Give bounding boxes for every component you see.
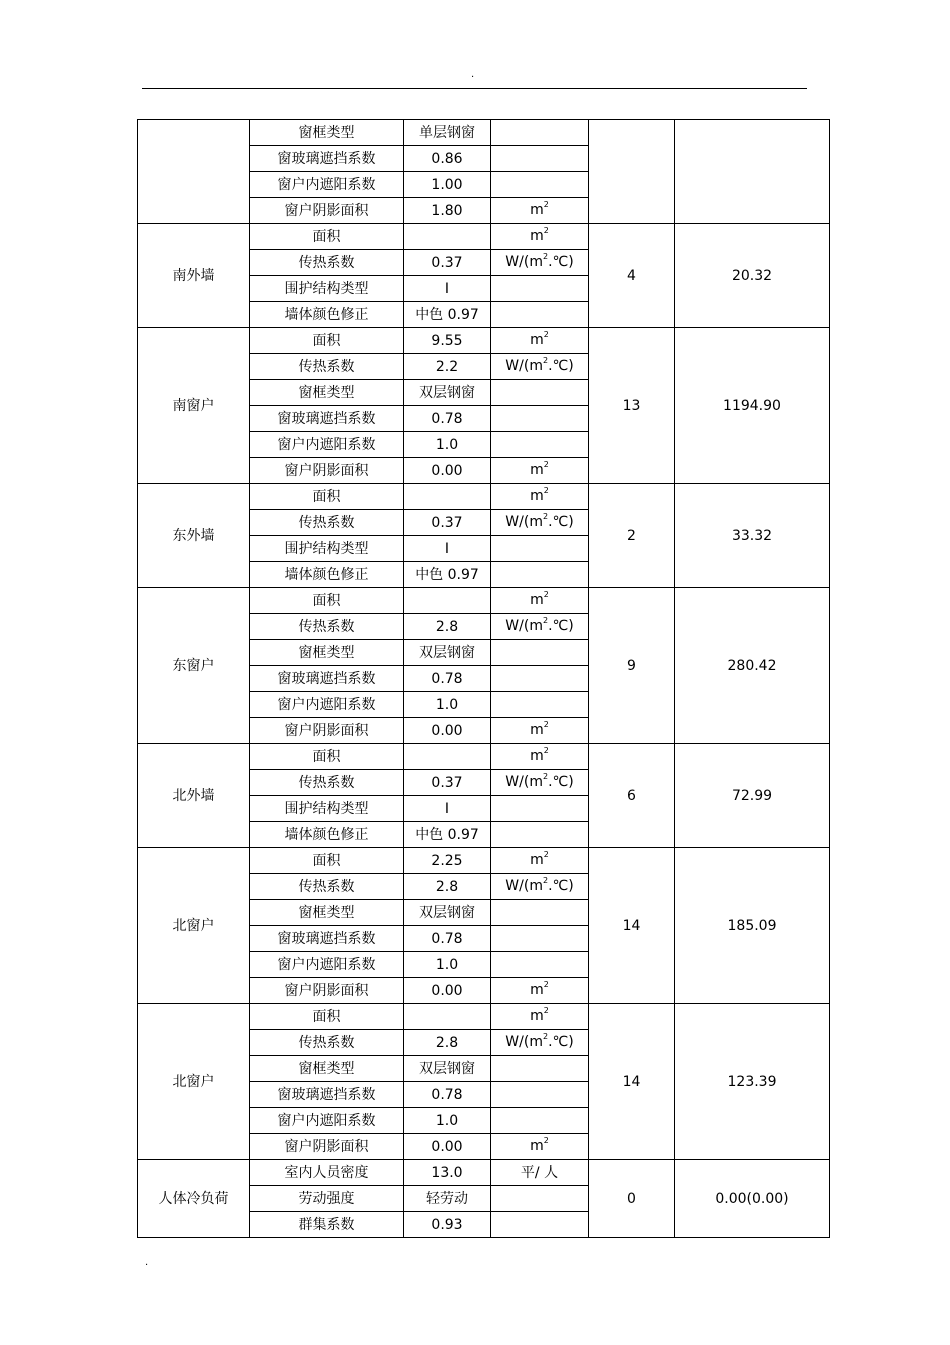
section-name: 北外墙 <box>138 744 250 848</box>
param-value <box>404 484 491 510</box>
section-load: 33.32 <box>675 484 830 588</box>
param-label: 传热系数 <box>250 1030 404 1056</box>
param-value: 单层钢窗 <box>404 120 491 146</box>
param-unit: $m^2$ <box>491 198 589 224</box>
param-unit <box>491 406 589 432</box>
param-label: 室内人员密度 <box>250 1160 404 1186</box>
param-value <box>404 588 491 614</box>
param-value: 13.0 <box>404 1160 491 1186</box>
param-unit: $W/(m^2.℃)$ <box>491 614 589 640</box>
param-label: 窗户阴影面积 <box>250 978 404 1004</box>
param-label: 窗框类型 <box>250 120 404 146</box>
section-load: 1194.90 <box>675 328 830 484</box>
param-label: 窗户内遮阳系数 <box>250 432 404 458</box>
header-rule <box>142 88 807 89</box>
param-value <box>404 224 491 250</box>
param-label: 围护结构类型 <box>250 536 404 562</box>
param-label: 窗框类型 <box>250 1056 404 1082</box>
param-unit <box>491 666 589 692</box>
param-label: 窗玻璃遮挡系数 <box>250 146 404 172</box>
param-label: 窗户内遮阳系数 <box>250 172 404 198</box>
section-count: 13 <box>589 328 675 484</box>
param-value: 0.00 <box>404 978 491 1004</box>
section-name: 东外墙 <box>138 484 250 588</box>
param-value: 0.37 <box>404 250 491 276</box>
section-name: 南窗户 <box>138 328 250 484</box>
param-label: 墙体颜色修正 <box>250 822 404 848</box>
param-value: 0.78 <box>404 406 491 432</box>
section-count: 2 <box>589 484 675 588</box>
param-label: 面积 <box>250 484 404 510</box>
param-unit: $m^2$ <box>491 1134 589 1160</box>
header-mark: . <box>471 69 475 80</box>
table-row <box>138 328 830 354</box>
param-value: 0.37 <box>404 510 491 536</box>
param-unit <box>491 562 589 588</box>
param-label: 窗框类型 <box>250 900 404 926</box>
param-value: 0.37 <box>404 770 491 796</box>
param-value: 9.55 <box>404 328 491 354</box>
param-unit: 平/ 人 <box>491 1160 589 1186</box>
param-unit <box>491 822 589 848</box>
table-row <box>138 744 830 770</box>
param-value: 2.8 <box>404 1030 491 1056</box>
param-unit <box>491 926 589 952</box>
param-label: 窗户阴影面积 <box>250 198 404 224</box>
param-label: 窗玻璃遮挡系数 <box>250 1082 404 1108</box>
param-unit: $m^2$ <box>491 718 589 744</box>
param-value: 0.86 <box>404 146 491 172</box>
param-label: 传热系数 <box>250 250 404 276</box>
param-unit <box>491 120 589 146</box>
section-name: 东窗户 <box>138 588 250 744</box>
param-value: 0.00 <box>404 718 491 744</box>
param-unit: $m^2$ <box>491 1004 589 1030</box>
param-value: 1.0 <box>404 952 491 978</box>
param-value: I <box>404 276 491 302</box>
param-unit: $m^2$ <box>491 588 589 614</box>
param-label: 窗户阴影面积 <box>250 1134 404 1160</box>
table-row <box>138 848 830 874</box>
param-value: I <box>404 796 491 822</box>
param-value: 中色 0.97 <box>404 302 491 328</box>
cooling-load-table <box>137 119 830 1238</box>
param-value: 双层钢窗 <box>404 640 491 666</box>
param-unit: $W/(m^2.℃)$ <box>491 354 589 380</box>
section-name: 人体冷负荷 <box>138 1160 250 1238</box>
param-unit <box>491 796 589 822</box>
table-row <box>138 1160 830 1186</box>
param-value: 0.78 <box>404 1082 491 1108</box>
param-unit <box>491 1082 589 1108</box>
param-unit: $m^2$ <box>491 484 589 510</box>
param-unit <box>491 536 589 562</box>
param-unit <box>491 1108 589 1134</box>
param-label: 窗玻璃遮挡系数 <box>250 926 404 952</box>
param-unit: $W/(m^2.℃)$ <box>491 770 589 796</box>
param-label: 墙体颜色修正 <box>250 562 404 588</box>
param-unit <box>491 146 589 172</box>
param-value: 中色 0.97 <box>404 822 491 848</box>
param-label: 面积 <box>250 328 404 354</box>
section-load <box>675 120 830 224</box>
param-unit: $W/(m^2.℃)$ <box>491 250 589 276</box>
param-value: 0.78 <box>404 666 491 692</box>
param-value: 1.00 <box>404 172 491 198</box>
param-unit <box>491 952 589 978</box>
param-unit <box>491 692 589 718</box>
param-value: 1.0 <box>404 432 491 458</box>
section-count: 4 <box>589 224 675 328</box>
param-value: 1.0 <box>404 692 491 718</box>
param-label: 窗户内遮阳系数 <box>250 692 404 718</box>
param-value: 0.00 <box>404 1134 491 1160</box>
param-unit <box>491 1056 589 1082</box>
param-value: 中色 0.97 <box>404 562 491 588</box>
section-count: 9 <box>589 588 675 744</box>
table-row <box>138 224 830 250</box>
param-unit <box>491 900 589 926</box>
param-value: 2.2 <box>404 354 491 380</box>
param-value: 2.25 <box>404 848 491 874</box>
section-name: 北窗户 <box>138 848 250 1004</box>
param-value: 2.8 <box>404 874 491 900</box>
param-label: 窗玻璃遮挡系数 <box>250 406 404 432</box>
table-body <box>138 120 830 1238</box>
param-value: 0.93 <box>404 1212 491 1238</box>
table-row <box>138 120 830 146</box>
param-label: 劳动强度 <box>250 1186 404 1212</box>
param-label: 窗户内遮阳系数 <box>250 1108 404 1134</box>
param-label: 窗框类型 <box>250 640 404 666</box>
param-value: 双层钢窗 <box>404 1056 491 1082</box>
param-unit: $m^2$ <box>491 978 589 1004</box>
section-load: 0.00(0.00) <box>675 1160 830 1238</box>
table-row <box>138 1004 830 1030</box>
section-load: 72.99 <box>675 744 830 848</box>
section-count: 6 <box>589 744 675 848</box>
section-load: 20.32 <box>675 224 830 328</box>
param-label: 面积 <box>250 224 404 250</box>
param-value: 双层钢窗 <box>404 900 491 926</box>
param-label: 窗户阴影面积 <box>250 458 404 484</box>
section-name: 南外墙 <box>138 224 250 328</box>
param-unit <box>491 1186 589 1212</box>
param-label: 传热系数 <box>250 614 404 640</box>
param-label: 墙体颜色修正 <box>250 302 404 328</box>
param-label: 面积 <box>250 1004 404 1030</box>
section-load: 185.09 <box>675 848 830 1004</box>
param-value: 双层钢窗 <box>404 380 491 406</box>
param-label: 窗框类型 <box>250 380 404 406</box>
footer-mark: . <box>145 1257 149 1268</box>
section-count: 14 <box>589 848 675 1004</box>
param-unit: $W/(m^2.℃)$ <box>491 510 589 536</box>
param-unit: $m^2$ <box>491 328 589 354</box>
param-label: 面积 <box>250 848 404 874</box>
param-value: 0.00 <box>404 458 491 484</box>
param-label: 面积 <box>250 588 404 614</box>
section-name: 北窗户 <box>138 1004 250 1160</box>
param-unit <box>491 1212 589 1238</box>
param-label: 传热系数 <box>250 510 404 536</box>
param-label: 传热系数 <box>250 770 404 796</box>
param-label: 围护结构类型 <box>250 276 404 302</box>
param-value <box>404 744 491 770</box>
param-value: I <box>404 536 491 562</box>
section-count: 14 <box>589 1004 675 1160</box>
param-label: 窗玻璃遮挡系数 <box>250 666 404 692</box>
param-unit: $m^2$ <box>491 848 589 874</box>
param-label: 传热系数 <box>250 874 404 900</box>
param-label: 传热系数 <box>250 354 404 380</box>
param-unit <box>491 302 589 328</box>
param-unit: $m^2$ <box>491 744 589 770</box>
param-label: 窗户阴影面积 <box>250 718 404 744</box>
param-unit <box>491 432 589 458</box>
param-value <box>404 1004 491 1030</box>
param-unit: $W/(m^2.℃)$ <box>491 874 589 900</box>
param-label: 面积 <box>250 744 404 770</box>
section-count <box>589 120 675 224</box>
param-unit <box>491 276 589 302</box>
section-name <box>138 120 250 224</box>
param-unit: $m^2$ <box>491 458 589 484</box>
table-row <box>138 588 830 614</box>
param-label: 群集系数 <box>250 1212 404 1238</box>
table-row <box>138 484 830 510</box>
section-load: 280.42 <box>675 588 830 744</box>
param-label: 窗户内遮阳系数 <box>250 952 404 978</box>
param-value: 1.80 <box>404 198 491 224</box>
param-label: 围护结构类型 <box>250 796 404 822</box>
param-unit <box>491 380 589 406</box>
param-unit: $W/(m^2.℃)$ <box>491 1030 589 1056</box>
param-unit <box>491 640 589 666</box>
param-unit <box>491 172 589 198</box>
param-value: 1.0 <box>404 1108 491 1134</box>
section-count: 0 <box>589 1160 675 1238</box>
param-unit: $m^2$ <box>491 224 589 250</box>
param-value: 轻劳动 <box>404 1186 491 1212</box>
section-load: 123.39 <box>675 1004 830 1160</box>
param-value: 0.78 <box>404 926 491 952</box>
param-value: 2.8 <box>404 614 491 640</box>
